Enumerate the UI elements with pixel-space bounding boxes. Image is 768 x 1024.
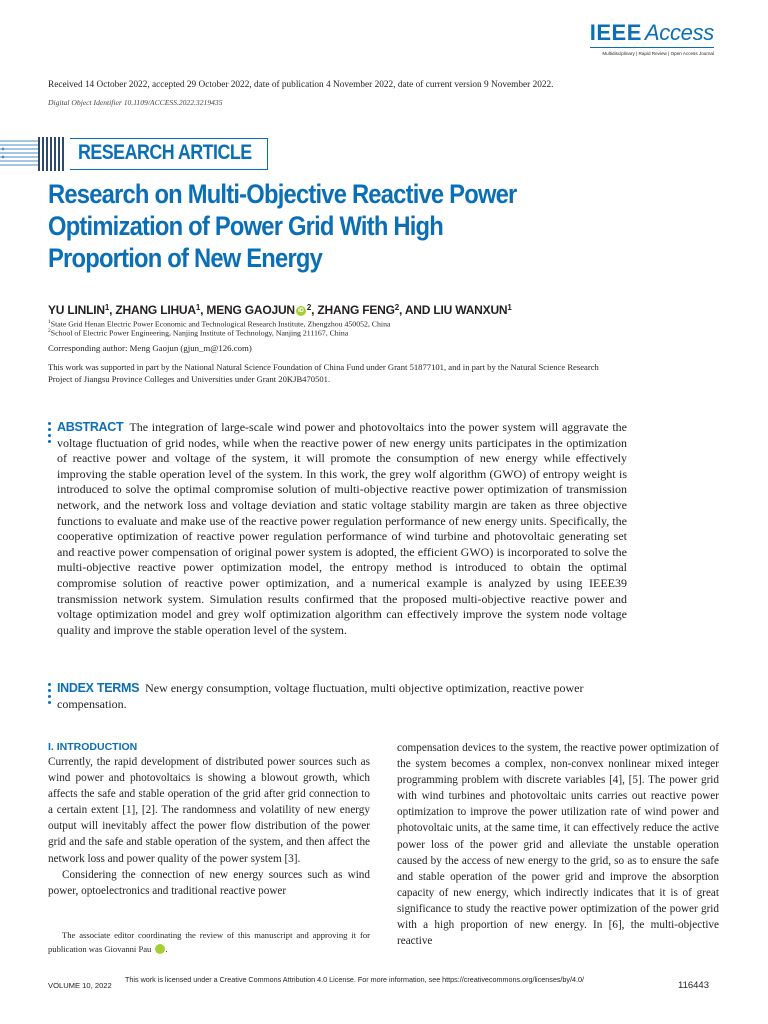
received-dates: Received 14 October 2022, accepted 29 October 2022, date of publication 4 November 2022, date of current version 9 November 2022. bbox=[48, 80, 554, 90]
author-name: ZHANG FENG bbox=[317, 303, 395, 317]
article-type-label: RESEARCH ARTICLE bbox=[78, 141, 252, 164]
affiliation-text: School of Electric Power Engineering, Nanjing Institute of Technology, Nanjing 211167, China bbox=[50, 328, 349, 338]
footnote-text: The associate editor coordinating the review of this manuscript and approving it for publication was Giovanni Pau bbox=[48, 930, 370, 954]
section-heading-introduction: I. INTRODUCTION bbox=[48, 741, 138, 753]
logo-ieee-text: IEEE bbox=[589, 20, 642, 45]
author-name: YU LINLIN bbox=[48, 303, 105, 317]
abstract-label: ABSTRACT bbox=[57, 420, 124, 434]
author-affiliation-mark: 1 bbox=[195, 303, 201, 312]
logo-rule bbox=[590, 47, 714, 48]
body-paragraph: compensation devices to the system, the reactive power optimization of the system becomes a complex, non-convex nonlinear mixed integer programming problem with discrete variables [4], [5]. The power grid with wind turbines and photovoltaic units carries out reactive power optimization to improve the power utilization rate of wind power and photovoltaic units, at the same time, it can effectively reduce the active power loss of the power grid and alleviate the unstable operation caused by the access of new energy to the grid, so as to ensure the safe and stable operation of the power grid and improve the absorption capacity of new energy, which indirectly indicates that it is of great significance to study the reactive power optimization of the power grid with a high proportion of new energy. In [6], the multi-objective reactive bbox=[397, 742, 719, 948]
journal-logo bbox=[590, 22, 714, 56]
body-paragraph: Considering the connection of new energy sources such as wind power, optoelectronics and traditional reactive power bbox=[48, 868, 370, 897]
footer-page-number: 116443 bbox=[678, 980, 709, 991]
banner-lines-graphic bbox=[0, 138, 38, 170]
affiliation-number: 2 bbox=[48, 328, 51, 334]
author-affiliation-mark: 1 bbox=[507, 303, 512, 312]
author-list: YU LINLIN$^1$, ZHANG LIHUA$^1$, MENG GAOJUN iD $^2$, ZHANG FENG$^2$, AND LIU WANXUN$^1$ bbox=[48, 303, 512, 317]
logo-tagline: Multidisciplinary | Rapid Review | Open Access Journal bbox=[602, 51, 714, 56]
abstract-text: The integration of large-scale wind power and photovoltaics into the power system will aggravate the voltage fluctuation of grid nodes, while when the reactive power of new energy units participates in the optimization of reactive power and voltage of the system, it will promote the consumption of new energy while effectively improving the stable operation level of the system. In this work, the grey wolf algorithm (GWO) of entropy weight is introduced to solve the optimal compromise solution of multi-objective reactive power optimization of transmission network, and the network loss and voltage deviation and static voltage stability margin are taken as three objective functions to evaluate and make use of the reactive power regulation performance of new energy units. Specifically, the cooperative optimization of reactive power regulation performance of wind turbine and photovoltaic generating set and reactive power compensation of original power system is adopted, the efficient GWO) is incorporated to solve the multi-objective reactive power optimization model, the entropy method is introduced to obtain the optimal compromise solution of reactive power optimization, and a numerical example is analyzed by using IEEE39 transmission network system. Simulation results confirmed that the proposed multi-objective reactive power and voltage optimization model and grey wolf optimization algorithm can effectively improve the system node voltage quality and improve the stable operation level of the system. bbox=[57, 420, 627, 637]
orcid-icon[interactable]: iD bbox=[296, 306, 306, 316]
author-affiliation-mark: 1 bbox=[104, 303, 110, 312]
affiliation-number: 1 bbox=[48, 319, 51, 325]
editor-footnote: The associate editor coordinating the review of this manuscript and approving it for publication was Giovanni Pau iD. bbox=[48, 930, 370, 954]
index-terms-dots-marker bbox=[48, 683, 51, 707]
footer-license[interactable]: This work is licensed under a Creative Commons Attribution 4.0 License. For more information, see https://creativecommons.org/licenses/by/4.0/ bbox=[125, 975, 585, 984]
orcid-icon[interactable]: iD bbox=[155, 944, 165, 954]
article-title: Research on Multi-Objective Reactive Power Optimization of Power Grid With High Proportion of New Energy bbox=[48, 179, 517, 273]
body-column-left bbox=[48, 740, 370, 899]
doi-line: Digital Object Identifier 10.1109/ACCESS.2022.3219435 bbox=[48, 98, 223, 107]
author-name: ZHANG LIHUA bbox=[115, 303, 196, 317]
logo-access-text: Access bbox=[644, 20, 714, 45]
corresponding-author: Corresponding author: Meng Gaojun (gjun_m@126.com) bbox=[48, 343, 252, 353]
funding-statement: This work was supported in part by the National Natural Science Foundation of China Fund under Grant 51877101, and in part by the Natural Science Research Project of Jiangsu Province Colleges and Universities under Grant 20KJB470501. bbox=[48, 362, 599, 384]
banner-bars-graphic bbox=[38, 137, 64, 171]
author-name: AND LIU WANXUN bbox=[404, 303, 508, 317]
article-type-banner bbox=[0, 135, 270, 175]
affiliation-2 bbox=[48, 328, 348, 338]
body-paragraph: Currently, the rapid development of distributed power sources such as wind power and photovoltaics is showing a blowout growth, which affects the safe and stable operation of the grid after grid connection to a certain extent [1], [2]. The randomness and volatility of new energy output will inevitably affect the power flow distribution of the power grid and the safe and stable operation of the system, and then affect the network loss and power quality of the power system [3]. bbox=[48, 756, 370, 865]
author-name: MENG GAOJUN bbox=[206, 303, 295, 317]
author-affiliation-mark: 2 bbox=[306, 303, 312, 312]
abstract bbox=[57, 420, 627, 638]
author-affiliation-mark: 2 bbox=[394, 303, 400, 312]
index-terms bbox=[57, 681, 627, 712]
body-column-right bbox=[397, 740, 719, 949]
footer-volume: VOLUME 10, 2022 bbox=[48, 981, 112, 990]
affiliation-text: State Grid Henan Electric Power Economic and Technological Research Institute, Zhengzhou 450052, China bbox=[50, 319, 391, 329]
abstract-dots-marker bbox=[48, 422, 51, 446]
index-terms-text: New energy consumption, voltage fluctuation, multi objective optimization, reactive power compensation. bbox=[57, 681, 584, 711]
index-terms-label: INDEX TERMS bbox=[57, 681, 140, 695]
